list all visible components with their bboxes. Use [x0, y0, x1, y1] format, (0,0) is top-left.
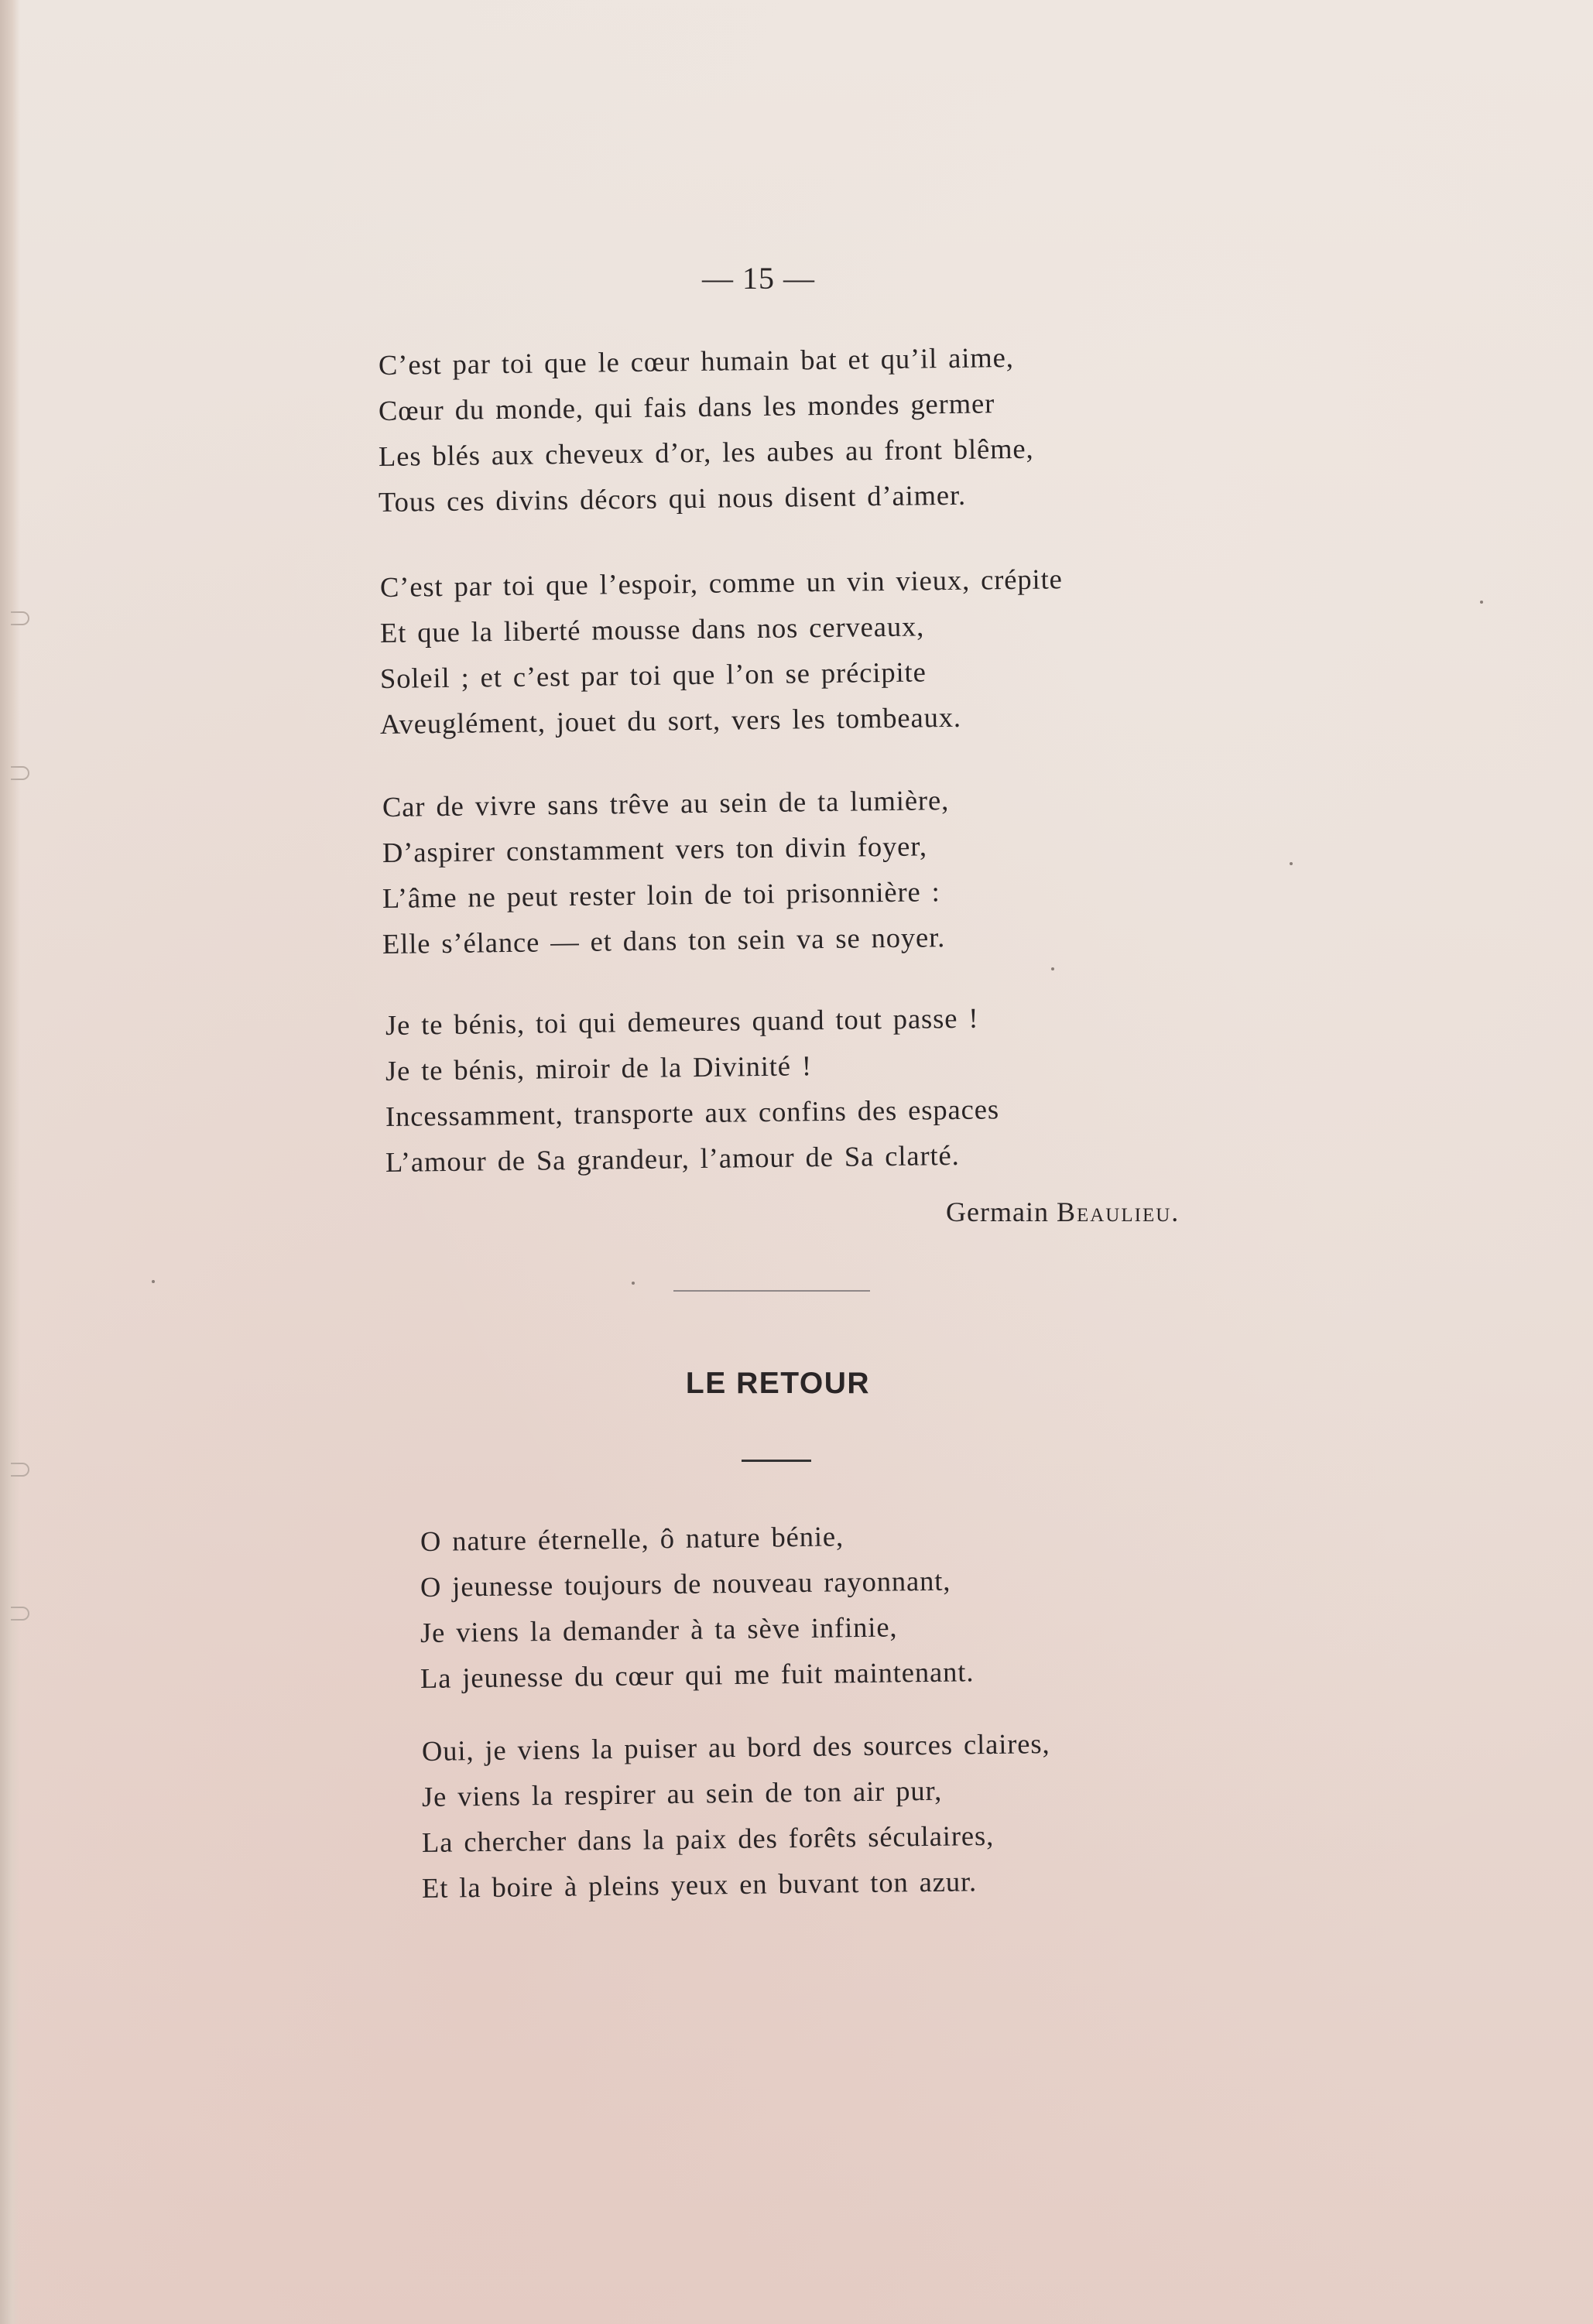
verse-line: Et la boire à pleins yeux en buvant ton azur. — [421, 1865, 978, 1904]
paper-speck — [152, 1280, 155, 1283]
verse-line: Les blés aux cheveux d’or, les aubes au front blême, — [378, 432, 1034, 472]
paper-speck — [1480, 601, 1483, 604]
verse-line: Cœur du monde, qui fais dans les mondes germer — [378, 387, 995, 426]
poem2-title: LE RETOUR — [685, 1367, 871, 1400]
page-binding-edge — [0, 0, 20, 2324]
poem1-stanza-3 — [382, 784, 949, 967]
verse-line: C’est par toi que le cœur humain bat et qu’il aime, — [378, 341, 1014, 381]
poem1-signature — [946, 1196, 1180, 1228]
author-first-name: Germain — [946, 1196, 1049, 1227]
author-surname: Beaulieu. — [1056, 1196, 1180, 1227]
paper-speck — [632, 1282, 635, 1285]
paper-speck — [1051, 967, 1054, 970]
verse-line: Je te bénis, toi qui demeures quand tout passe ! — [385, 1001, 979, 1041]
verse-line: La chercher dans la paix des forêts séculaires, — [421, 1819, 995, 1858]
poem1-stanza-4 — [385, 1002, 999, 1185]
verse-line: La jeunesse du cœur qui me fuit maintenant. — [420, 1655, 975, 1694]
section-divider — [673, 1290, 870, 1292]
verse-line: Je viens la demander à ta sève infinie, — [420, 1610, 898, 1648]
verse-line: Je te bénis, miroir de la Divinité ! — [385, 1049, 813, 1087]
verse-line: L’amour de Sa grandeur, l’amour de Sa clarté. — [385, 1138, 960, 1178]
binding-thread — [11, 1463, 29, 1477]
verse-line: Je viens la respirer au sein de ton air pur, — [421, 1774, 943, 1812]
binding-thread — [11, 1607, 29, 1621]
verse-line: Et que la liberté mousse dans nos cerveaux, — [379, 610, 925, 649]
paper-speck — [1290, 862, 1293, 865]
verse-line: Car de vivre sans trêve au sein de ta lumière, — [382, 784, 950, 823]
verse-line: C’est par toi que l’espoir, comme un vin vieux, crépite — [379, 563, 1063, 603]
verse-line: Tous ces divins décors qui nous disent d’aimer. — [378, 478, 967, 518]
page-number: — 15 — — [702, 261, 815, 296]
binding-thread — [11, 611, 29, 625]
verse-line: L’âme ne peut rester loin de toi prisonnière : — [382, 875, 940, 914]
binding-thread — [11, 766, 29, 780]
poem2-stanza-1 — [420, 1518, 974, 1701]
verse-line: Oui, je viens la puiser au bord des sources claires, — [421, 1727, 1050, 1767]
verse-line: Incessamment, transporte aux confins des espaces — [385, 1093, 1000, 1132]
poem1-stanza-1 — [379, 342, 1034, 525]
verse-line: Soleil ; et c’est par toi que l’on se précipite — [379, 655, 927, 694]
verse-line: Elle s’élance — et dans ton sein va se noyer. — [382, 921, 946, 960]
verse-line: Aveuglément, jouet du sort, vers les tombeaux. — [379, 700, 962, 740]
title-underline — [742, 1460, 811, 1462]
verse-line: D’aspirer constamment vers ton divin foyer, — [382, 830, 928, 868]
verse-line: O nature éternelle, ô nature bénie, — [420, 1520, 844, 1557]
verse-line: O jeunesse toujours de nouveau rayonnant, — [420, 1564, 951, 1603]
poem1-stanza-2 — [380, 564, 1063, 747]
poem2-stanza-2 — [422, 1728, 1050, 1911]
